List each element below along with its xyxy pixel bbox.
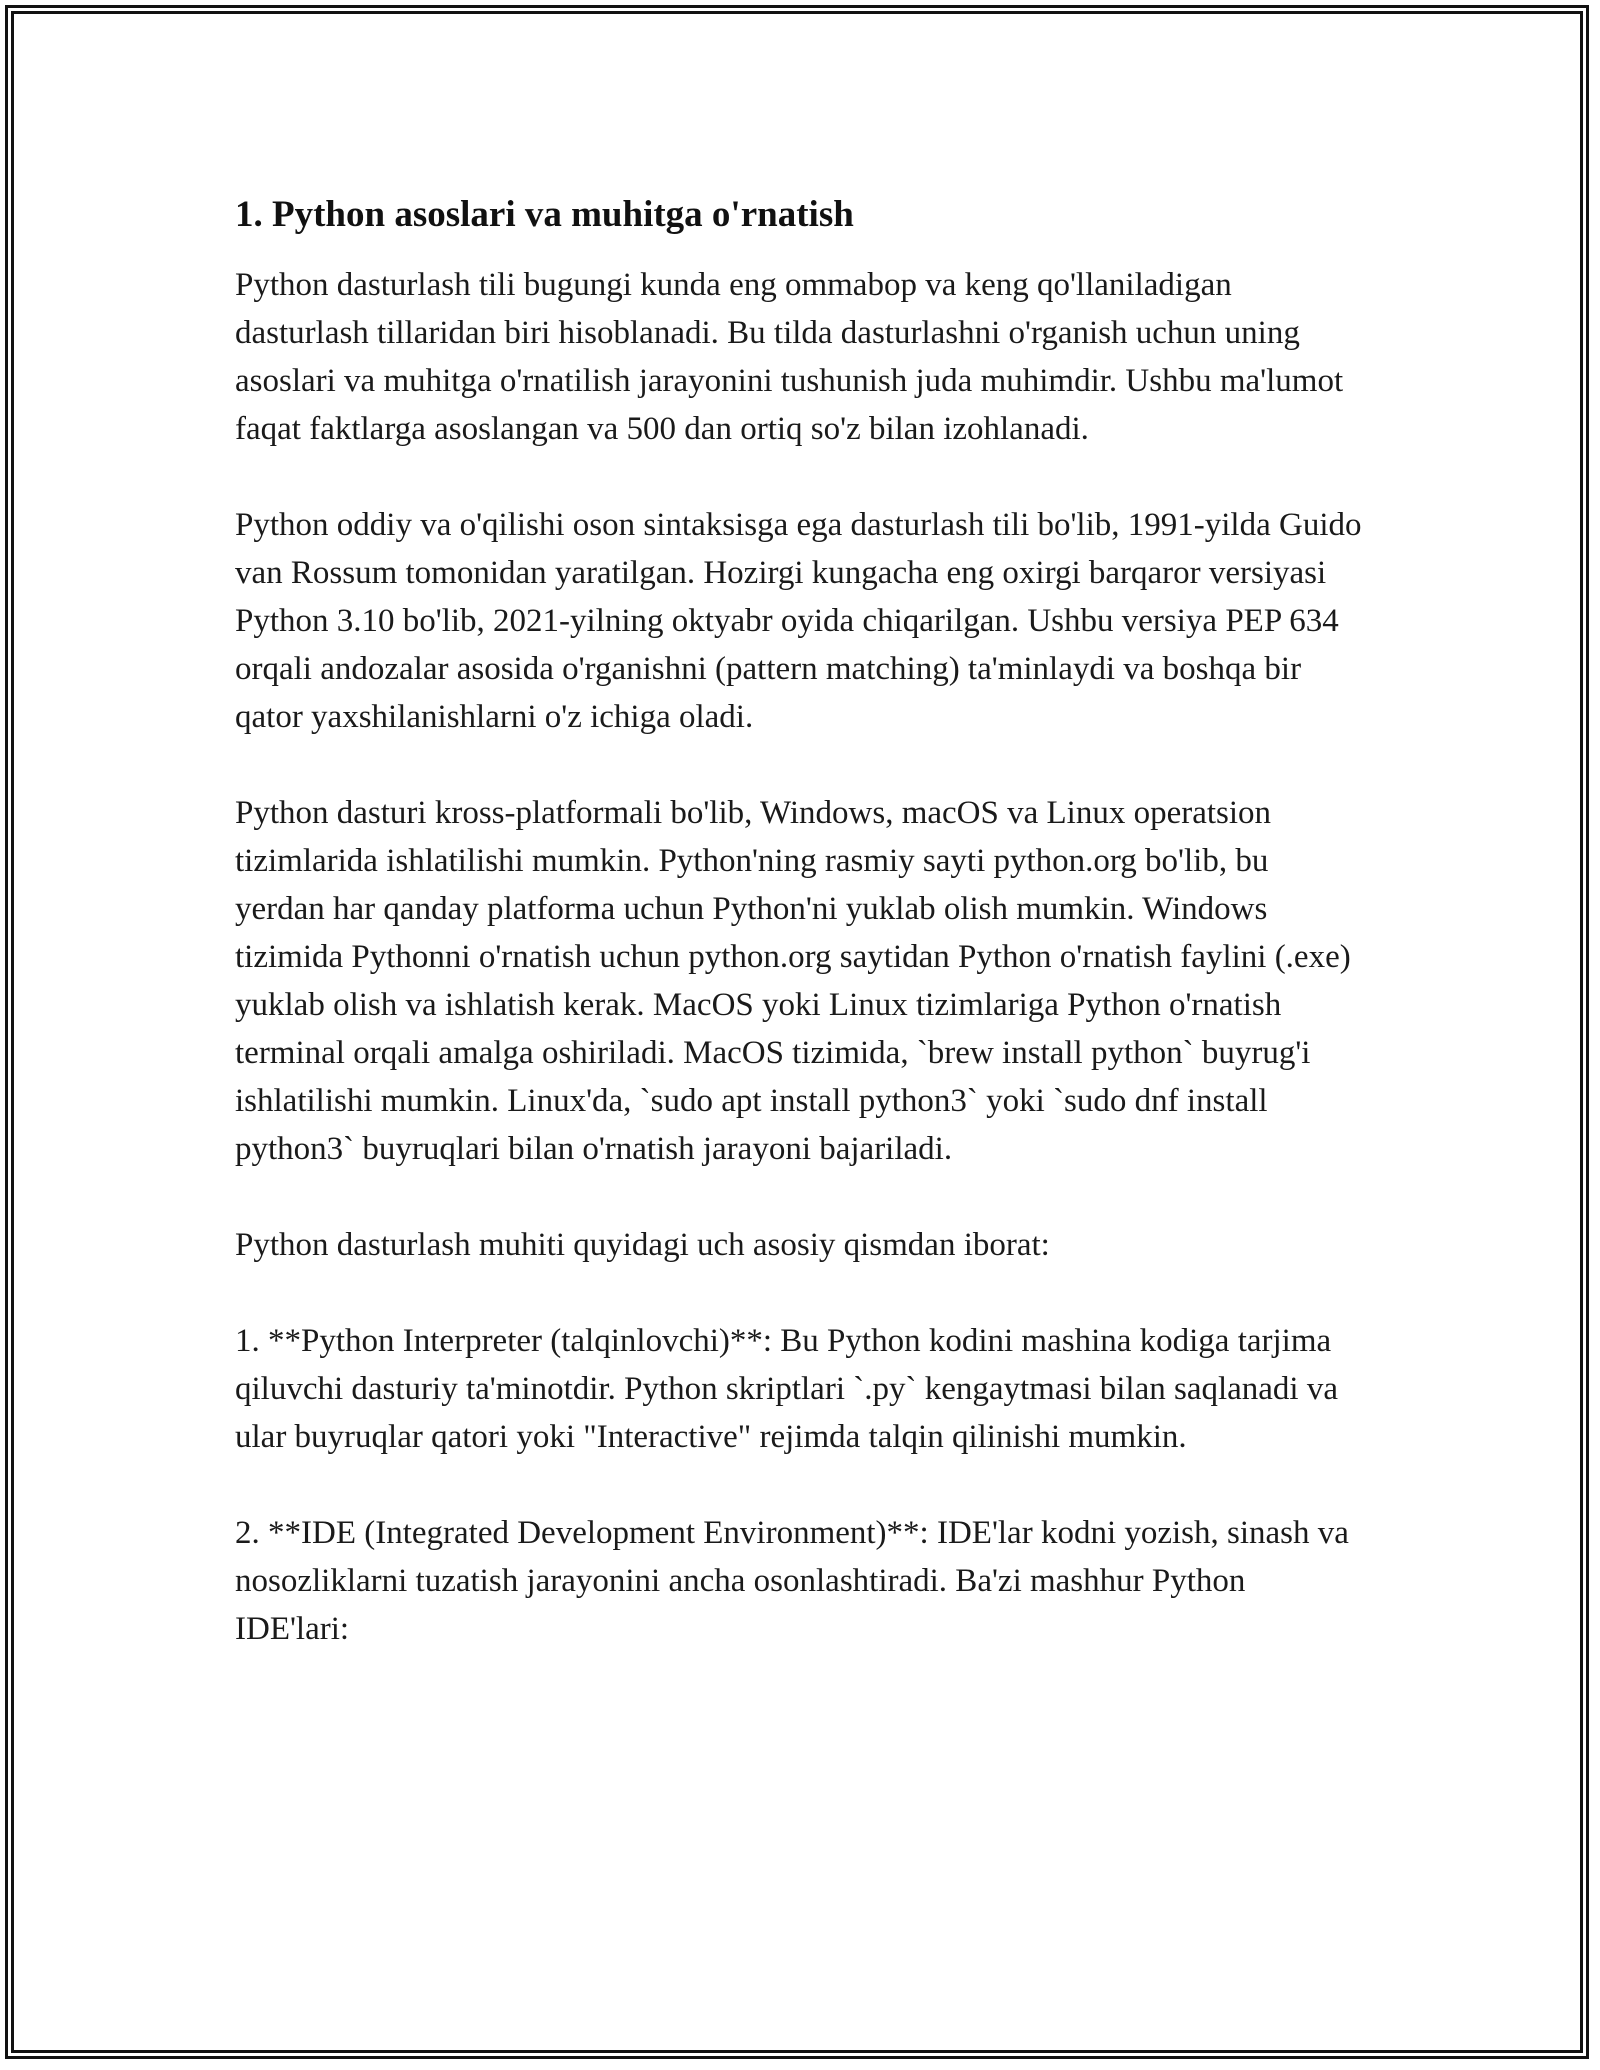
paragraph-environment-parts: Python dasturlash muhiti quyidagi uch asosiy qismdan iborat: — [235, 1227, 1050, 1263]
section-title: 1. Python asoslari va muhitga o'rnatish — [235, 194, 854, 235]
paragraph-installation: Python dasturi kross-platformali bo'lib, Windows, macOS va Linux operatsion tizimlarida ishlatilishi mumkin. Python'ning rasmiy sayti python.org bo'lib, bu yerdan har qanday platforma uchun Python'ni yuklab olish mumkin. Windows tizimida Pythonni o'rnatish uchun python.org saytidan Python o'rnatish faylini (.exe) yuklab olish va ishlatish kerak. MacOS yoki Linux tizimlariga Python o'rnatish terminal orqali amalga oshiriladi. MacOS tizimida, `brew install python` buyrug'i ishlatilishi mumkin. Linux'da, `sudo apt install python3` yoki `sudo dnf install python3` buyruqlari bilan o'rnatish jarayoni bajariladi. — [235, 795, 1351, 1167]
paragraph-history: Python oddiy va o'qilishi oson sintaksisga ega dasturlash tili bo'lib, 1991-yilda Guido van Rossum tomonidan yaratilgan. Hozirgi kungacha eng oxirgi barqaror versiyasi Python 3.10 bo'lib, 2021-yilning oktyabr oyida chiqarilgan. Ushbu versiya PEP 634 orqali andozalar asosida o'rganishni (pattern matching) ta'minlaydi va boshqa bir qator yaxshilanishlarni o'z ichiga oladi. — [235, 507, 1362, 735]
document-body — [235, 180, 1365, 1701]
list-item-ide: 2. **IDE (Integrated Development Environment)**: IDE'lar kodni yozish, sinash va nosozliklarni tuzatish jarayonini ancha osonlashtiradi. Ba'zi mashhur Python IDE'lari: — [235, 1515, 1349, 1647]
paragraph-intro: Python dasturlash tili bugungi kunda eng ommabop va keng qo'llaniladigan dasturlash tillaridan biri hisoblanadi. Bu tilda dasturlashni o'rganish uchun uning asoslari va muhitga o'rnatilish jarayonini tushunish juda muhimdir. Ushbu ma'lumot faqat faktlarga asoslangan va 500 dan ortiq so'z bilan izohlanadi. — [235, 267, 1344, 447]
list-item-interpreter: 1. **Python Interpreter (talqinlovchi)**: Bu Python kodini mashina kodiga tarjima qiluvchi dasturiy ta'minotdir. Python skriptlari `.py` kengaytmasi bilan saqlanadi va ular buyruqlar qatori yoki "Interactive" rejimda talqin qilinishi mumkin. — [235, 1323, 1339, 1455]
